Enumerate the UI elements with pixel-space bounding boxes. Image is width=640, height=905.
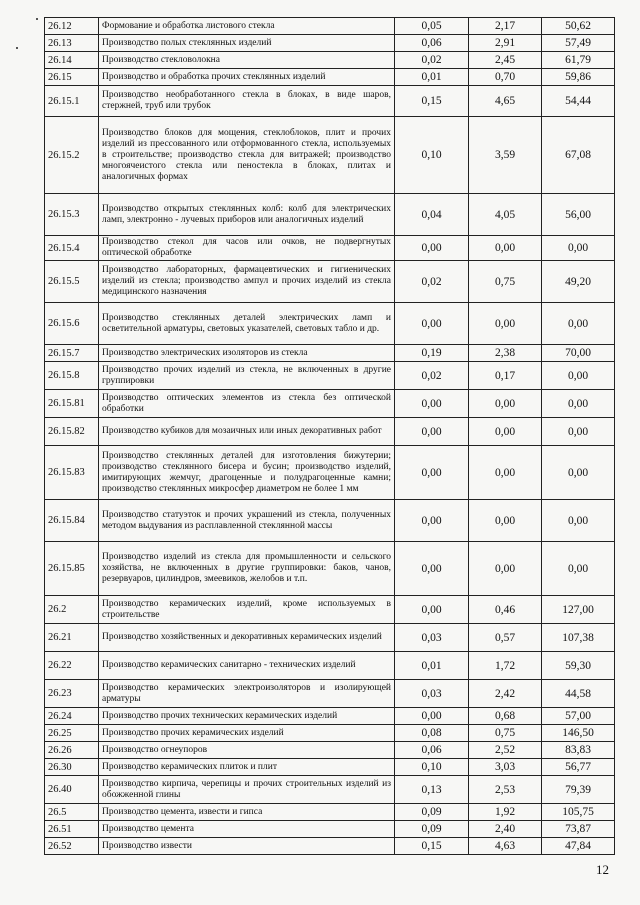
row-code: 26.24 xyxy=(45,708,99,725)
row-description: Производство прочих изделий из стекла, не включенных в другие группировки xyxy=(99,362,395,390)
table-row xyxy=(45,596,615,624)
row-value-2: 0,17 xyxy=(469,362,542,390)
row-code: 26.15.4 xyxy=(45,236,99,261)
row-description: Производство прочих технических керамических изделий xyxy=(99,708,395,725)
table-row xyxy=(45,708,615,725)
row-value-3: 70,00 xyxy=(542,345,615,362)
row-code: 26.51 xyxy=(45,821,99,838)
row-code: 26.15.6 xyxy=(45,303,99,345)
row-value-2: 0,75 xyxy=(469,261,542,303)
row-value-2: 2,17 xyxy=(469,18,542,35)
row-value-3: 0,00 xyxy=(542,236,615,261)
row-code: 26.15.1 xyxy=(45,86,99,117)
table-row xyxy=(45,117,615,194)
row-value-3: 107,38 xyxy=(542,624,615,652)
row-value-3: 0,00 xyxy=(542,390,615,418)
row-value-2: 2,53 xyxy=(469,776,542,804)
row-value-3: 73,87 xyxy=(542,821,615,838)
row-value-2: 0,46 xyxy=(469,596,542,624)
row-value-2: 2,91 xyxy=(469,35,542,52)
row-code: 26.15.82 xyxy=(45,418,99,446)
row-value-1: 0,00 xyxy=(395,708,469,725)
row-description: Производство стекловолокна xyxy=(99,52,395,69)
row-description: Производство керамических изделий, кроме используемых в строительстве xyxy=(99,596,395,624)
row-value-2: 3,03 xyxy=(469,759,542,776)
row-value-2: 4,05 xyxy=(469,194,542,236)
table-row xyxy=(45,804,615,821)
row-value-1: 0,08 xyxy=(395,725,469,742)
row-description: Производство кубиков для мозаичных или иных декоративных работ xyxy=(99,418,395,446)
row-description: Производство стеклянных деталей для изготовления бижутерии; производство стеклянного бисера и бусин; производство изделий, имитирующих жемчуг, драгоценные и полудрагоценные камни; производство стеклянных микросфер диаметром не более 1 мм xyxy=(99,446,395,500)
table-row xyxy=(45,69,615,86)
row-value-1: 0,10 xyxy=(395,759,469,776)
table-row xyxy=(45,261,615,303)
row-code: 26.15.2 xyxy=(45,117,99,194)
row-value-3: 47,84 xyxy=(542,838,615,855)
row-value-2: 0,00 xyxy=(469,500,542,542)
row-code: 26.15.84 xyxy=(45,500,99,542)
row-value-1: 0,13 xyxy=(395,776,469,804)
table-row xyxy=(45,542,615,596)
table-row xyxy=(45,362,615,390)
data-table xyxy=(44,17,615,855)
row-description: Производство стекол для часов или очков, не подвергнутых оптической обработке xyxy=(99,236,395,261)
row-description: Производство стеклянных деталей электрических ламп и осветительной арматуры, световых указателей, световых табло и др. xyxy=(99,303,395,345)
row-value-2: 4,63 xyxy=(469,838,542,855)
row-value-3: 0,00 xyxy=(542,446,615,500)
row-value-1: 0,00 xyxy=(395,596,469,624)
row-value-2: 2,40 xyxy=(469,821,542,838)
row-code: 26.21 xyxy=(45,624,99,652)
table-row xyxy=(45,838,615,855)
row-value-1: 0,02 xyxy=(395,261,469,303)
row-value-1: 0,04 xyxy=(395,194,469,236)
table-row xyxy=(45,194,615,236)
row-description: Производство лабораторных, фармацевтических и гигиенических изделий из стекла; производство ампул и прочих изделий из стекла медицинского назначения xyxy=(99,261,395,303)
row-value-3: 127,00 xyxy=(542,596,615,624)
table-row xyxy=(45,18,615,35)
row-description: Формование и обработка листового стекла xyxy=(99,18,395,35)
row-value-3: 146,50 xyxy=(542,725,615,742)
row-value-2: 3,59 xyxy=(469,117,542,194)
row-value-3: 59,86 xyxy=(542,69,615,86)
row-description: Производство необработанного стекла в блоках, в виде шаров, стержней, труб или трубок xyxy=(99,86,395,117)
row-value-2: 0,68 xyxy=(469,708,542,725)
row-code: 26.22 xyxy=(45,652,99,680)
row-value-1: 0,05 xyxy=(395,18,469,35)
table-row xyxy=(45,86,615,117)
row-code: 26.13 xyxy=(45,35,99,52)
row-description: Производство и обработка прочих стеклянных изделий xyxy=(99,69,395,86)
row-value-1: 0,02 xyxy=(395,52,469,69)
row-value-3: 83,83 xyxy=(542,742,615,759)
table-row xyxy=(45,500,615,542)
row-value-3: 56,77 xyxy=(542,759,615,776)
row-value-1: 0,10 xyxy=(395,117,469,194)
table-row xyxy=(45,652,615,680)
row-description: Производство прочих керамических изделий xyxy=(99,725,395,742)
row-value-2: 2,45 xyxy=(469,52,542,69)
row-code: 26.15.3 xyxy=(45,194,99,236)
row-description: Производство оптических элементов из стекла без оптической обработки xyxy=(99,390,395,418)
row-value-3: 59,30 xyxy=(542,652,615,680)
row-code: 26.14 xyxy=(45,52,99,69)
row-description: Производство керамических плиток и плит xyxy=(99,759,395,776)
row-code: 26.2 xyxy=(45,596,99,624)
row-value-1: 0,00 xyxy=(395,542,469,596)
row-value-3: 57,00 xyxy=(542,708,615,725)
row-code: 26.30 xyxy=(45,759,99,776)
row-description: Производство извести xyxy=(99,838,395,855)
table-row xyxy=(45,759,615,776)
row-value-1: 0,19 xyxy=(395,345,469,362)
row-value-1: 0,02 xyxy=(395,362,469,390)
row-description: Производство полых стеклянных изделий xyxy=(99,35,395,52)
table-row xyxy=(45,680,615,708)
table-row xyxy=(45,776,615,804)
row-value-2: 0,00 xyxy=(469,236,542,261)
row-value-3: 0,00 xyxy=(542,303,615,345)
row-value-3: 67,08 xyxy=(542,117,615,194)
row-code: 26.15 xyxy=(45,69,99,86)
row-value-2: 0,00 xyxy=(469,542,542,596)
table-row xyxy=(45,725,615,742)
row-value-3: 50,62 xyxy=(542,18,615,35)
row-description: Производство цемента, извести и гипса xyxy=(99,804,395,821)
table-row xyxy=(45,624,615,652)
row-code: 26.12 xyxy=(45,18,99,35)
table-row xyxy=(45,345,615,362)
row-value-1: 0,09 xyxy=(395,821,469,838)
row-code: 26.15.81 xyxy=(45,390,99,418)
row-description: Производство цемента xyxy=(99,821,395,838)
row-description: Производство кирпича, черепицы и прочих строительных изделий из обожженной глины xyxy=(99,776,395,804)
row-description: Производство керамических санитарно - технических изделий xyxy=(99,652,395,680)
scan-speck xyxy=(16,47,18,49)
row-value-3: 54,44 xyxy=(542,86,615,117)
row-value-2: 2,38 xyxy=(469,345,542,362)
row-value-2: 4,65 xyxy=(469,86,542,117)
row-value-2: 2,42 xyxy=(469,680,542,708)
row-value-1: 0,01 xyxy=(395,652,469,680)
row-description: Производство открытых стеклянных колб: колб для электрических ламп, электронно - лучевых приборов или аналогичных изделий xyxy=(99,194,395,236)
row-value-1: 0,03 xyxy=(395,680,469,708)
page-number: 12 xyxy=(596,862,609,877)
row-value-2: 0,75 xyxy=(469,725,542,742)
row-description: Производство керамических электроизоляторов и изолирующей арматуры xyxy=(99,680,395,708)
table-row xyxy=(45,303,615,345)
row-value-1: 0,15 xyxy=(395,838,469,855)
row-value-2: 2,52 xyxy=(469,742,542,759)
row-description: Производство блоков для мощения, стеклоблоков, плит и прочих изделий из прессованного или отформованного стекла, используемых в строительстве; производство стекла для витражей; производство многоячеистого стекла или пеностекла в блоках, плитах и аналогичных формах xyxy=(99,117,395,194)
table-row xyxy=(45,446,615,500)
table-row xyxy=(45,390,615,418)
row-code: 26.15.7 xyxy=(45,345,99,362)
row-value-1: 0,01 xyxy=(395,69,469,86)
row-value-1: 0,06 xyxy=(395,35,469,52)
row-value-2: 0,70 xyxy=(469,69,542,86)
row-value-1: 0,06 xyxy=(395,742,469,759)
row-code: 26.26 xyxy=(45,742,99,759)
row-value-2: 0,00 xyxy=(469,303,542,345)
row-value-3: 61,79 xyxy=(542,52,615,69)
row-code: 26.15.83 xyxy=(45,446,99,500)
row-description: Производство огнеупоров xyxy=(99,742,395,759)
row-value-3: 0,00 xyxy=(542,542,615,596)
row-value-3: 44,58 xyxy=(542,680,615,708)
row-value-3: 79,39 xyxy=(542,776,615,804)
row-description: Производство изделий из стекла для промышленности и сельского хозяйства, не включенных в другие группировки: баков, чанов, резервуаров, цилиндров, змеевиков, желобов и т.п. xyxy=(99,542,395,596)
row-description: Производство хозяйственных и декоративных керамических изделий xyxy=(99,624,395,652)
row-value-2: 0,57 xyxy=(469,624,542,652)
row-code: 26.23 xyxy=(45,680,99,708)
row-value-3: 49,20 xyxy=(542,261,615,303)
row-value-2: 0,00 xyxy=(469,390,542,418)
row-value-2: 1,92 xyxy=(469,804,542,821)
row-value-3: 0,00 xyxy=(542,418,615,446)
table-row xyxy=(45,742,615,759)
row-code: 26.52 xyxy=(45,838,99,855)
row-value-1: 0,15 xyxy=(395,86,469,117)
row-description: Производство статуэток и прочих украшений из стекла, полученных методом выдувания из расплавленной стеклянной массы xyxy=(99,500,395,542)
row-value-2: 1,72 xyxy=(469,652,542,680)
row-code: 26.15.5 xyxy=(45,261,99,303)
row-value-3: 105,75 xyxy=(542,804,615,821)
table-row xyxy=(45,821,615,838)
row-code: 26.40 xyxy=(45,776,99,804)
row-value-1: 0,00 xyxy=(395,236,469,261)
row-value-3: 57,49 xyxy=(542,35,615,52)
table-row xyxy=(45,418,615,446)
row-value-3: 0,00 xyxy=(542,500,615,542)
row-value-1: 0,00 xyxy=(395,390,469,418)
row-code: 26.15.8 xyxy=(45,362,99,390)
row-value-3: 56,00 xyxy=(542,194,615,236)
row-value-1: 0,03 xyxy=(395,624,469,652)
row-value-1: 0,00 xyxy=(395,418,469,446)
table-row xyxy=(45,236,615,261)
row-code: 26.5 xyxy=(45,804,99,821)
row-value-2: 0,00 xyxy=(469,446,542,500)
row-value-1: 0,09 xyxy=(395,804,469,821)
row-value-1: 0,00 xyxy=(395,446,469,500)
row-value-3: 0,00 xyxy=(542,362,615,390)
table-row xyxy=(45,52,615,69)
row-code: 26.25 xyxy=(45,725,99,742)
scan-speck xyxy=(36,18,38,20)
table-row xyxy=(45,35,615,52)
row-value-1: 0,00 xyxy=(395,303,469,345)
row-value-1: 0,00 xyxy=(395,500,469,542)
row-value-2: 0,00 xyxy=(469,418,542,446)
row-code: 26.15.85 xyxy=(45,542,99,596)
row-description: Производство электрических изоляторов из стекла xyxy=(99,345,395,362)
